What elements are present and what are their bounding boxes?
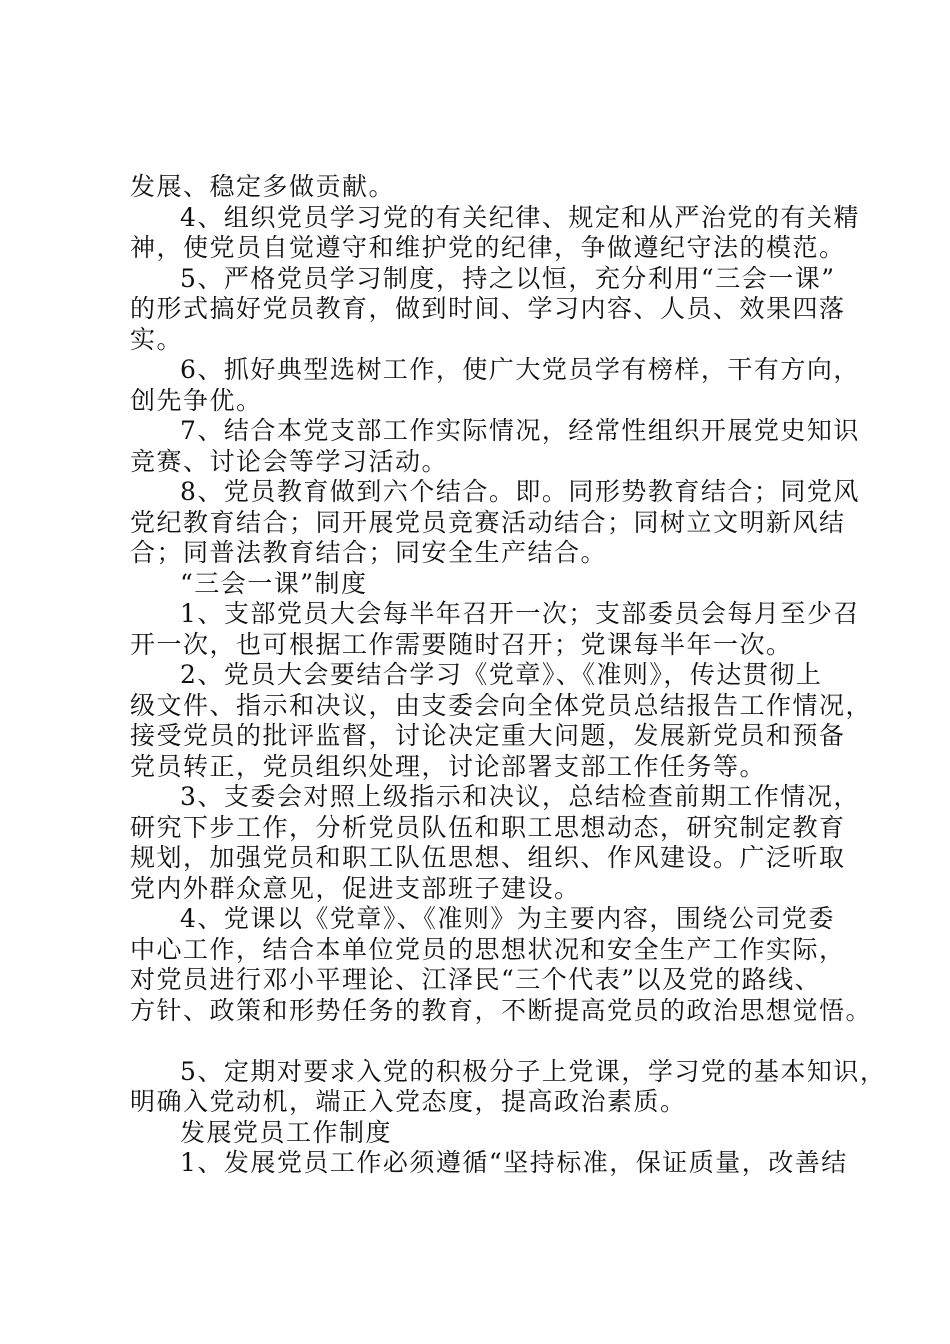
text-line: 3、支委会对照上级指示和决议，总结检查前期工作情况， [180,782,860,811]
text-line: 神，使党员自觉遵守和维护党的纪律，争做遵纪守法的模范。 [130,233,846,262]
text-line: 明确入党动机，端正入党态度，提高政治素质。 [130,1087,687,1116]
text-line: 1、发展党员工作必须遵循“坚持标准，保证质量，改善结 [180,1148,848,1177]
text-line: 7、结合本党支部工作实际情况，经常性组织开展党史知识 [180,416,860,445]
text-line: 规划，加强党员和职工队伍思想、组织、作风建设。广泛听取 [130,843,846,872]
text-line: 5、严格党员学习制度，持之以恒，充分利用“三会一课” [180,263,836,293]
text-line: 发展、稳定多做贡献。 [130,172,396,201]
text-line: 8、党员教育做到六个结合。即。同形势教育结合；同党风 [180,477,860,506]
text-line: 2、党员大会要结合学习《党章》、《准则》，传达贯彻上 [180,660,823,689]
text-line: 对党员进行邓小平理论、江泽民“三个代表”以及党的路线、 [130,965,822,994]
text-line: 6、抓好典型选树工作，使广大党员学有榜样，干有方向， [180,355,860,384]
text-line: 的形式搞好党员教育，做到时间、学习内容、人员、效果四落 [130,294,846,323]
section-heading: 发展党员工作制度 [180,1117,393,1147]
text-line: 级文件、指示和决议，由支委会向全体党员总结报告工作情况， [130,690,873,720]
text-line: 1、支部党员大会每半年召开一次；支部委员会每月至少召 [180,599,860,628]
text-line: 竞赛、讨论会等学习活动。 [130,446,449,476]
text-line: 接受党员的批评监督，讨论决定重大问题，发展新党员和预备 [130,721,846,750]
section-heading: “三会一课”制度 [180,568,368,598]
text-line: 中心工作，结合本单位党员的思想状况和安全生产工作实际， [130,934,846,964]
text-line: 党内外群众意见，促进支部班子建设。 [130,873,581,903]
text-line: 合；同普法教育结合；同安全生产结合。 [130,538,608,567]
text-line: 方针、政策和形势任务的教育，不断提高党员的政治思想觉悟。 [130,995,873,1025]
text-line: 实。 [130,324,184,354]
text-line: 创先争优。 [130,385,263,415]
text-line: 党员转正，党员组织处理，讨论部署支部工作任务等。 [130,751,767,781]
text-line: 开一次，也可根据工作需要随时召开；党课每半年一次。 [130,629,793,659]
text-line: 党纪教育结合；同开展党员竞赛活动结合；同树立文明新风结 [130,507,846,537]
text-line: 4、党课以《党章》、《准则》为主要内容，围绕公司党委 [180,904,835,933]
text-line: 研究下步工作，分析党员队伍和职工思想动态，研究制定教育 [130,812,846,842]
text-line: 4、组织党员学习党的有关纪律、规定和从严治党的有关精 [180,202,860,232]
paragraph-spacer [130,1026,835,1057]
text-line: 5、定期对要求入党的积极分子上党课，学习党的基本知识， [180,1056,887,1086]
document-body [130,172,887,1179]
